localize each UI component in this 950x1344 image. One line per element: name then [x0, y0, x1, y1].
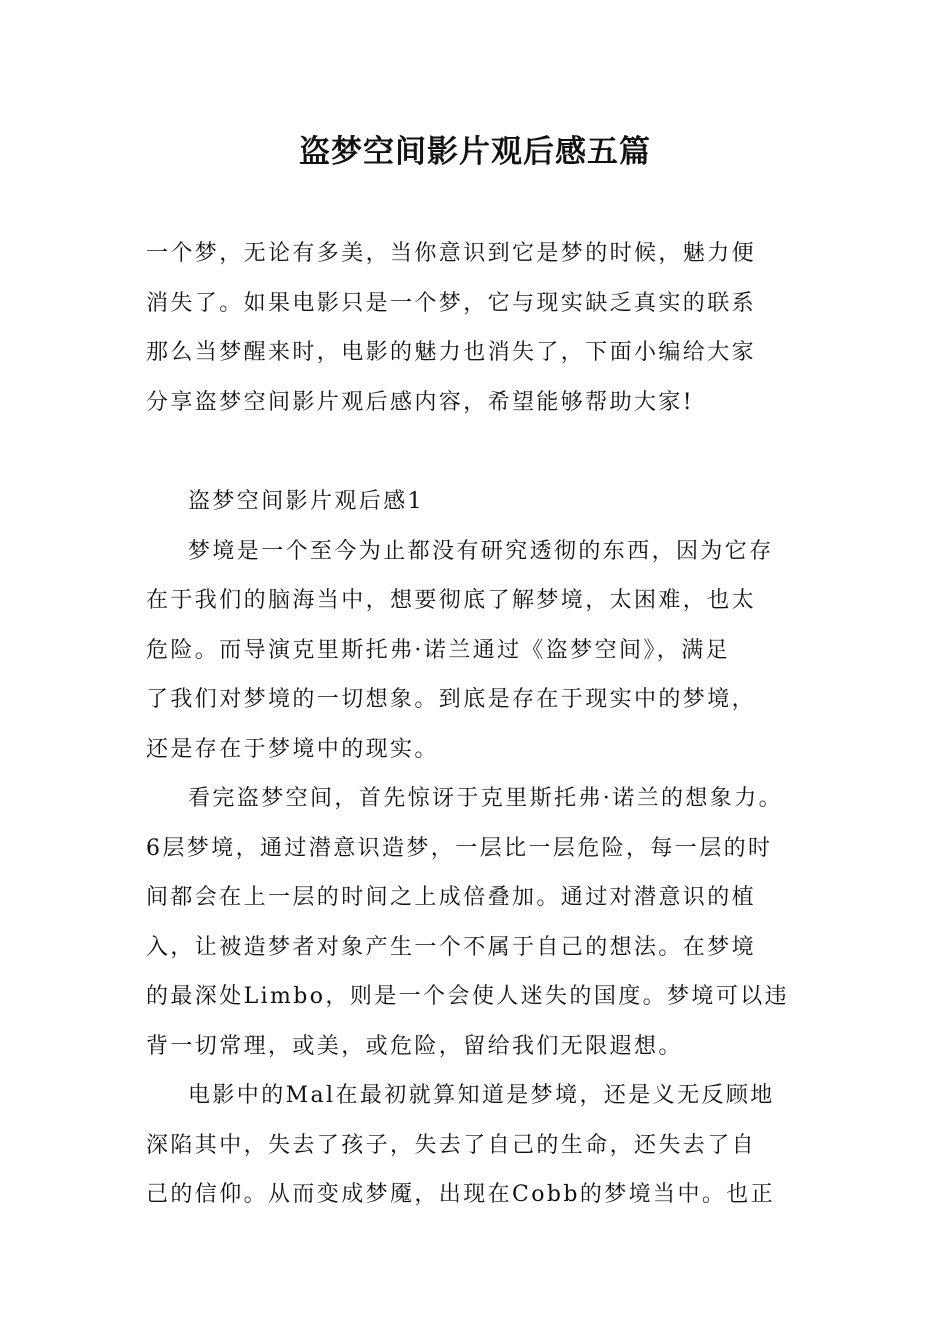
text-line: 在于我们的脑海当中，想要彻底了解梦境，太困难，也太 [146, 588, 757, 613]
text-line: 深陷其中，失去了孩子，失去了自己的生命，还失去了自 [146, 1132, 757, 1158]
text-line: 分享盗梦空间影片观后感内容，希望能够帮助大家! [146, 390, 695, 416]
text-line: 危险。而导演克里斯托弗·诺兰通过《盗梦空间》，满足 [146, 637, 730, 663]
text-line: 间都会在上一层的时间之上成倍叠加。通过对潜意识的植 [146, 885, 757, 910]
text-line: 背一切常理，或美，或危险，留给我们无限遐想。 [146, 1033, 683, 1059]
text-line: 看完盗梦空间，首先惊讶于克里斯托弗·诺兰的想象力。 [188, 786, 783, 811]
essay-body [146, 477, 816, 1220]
document-title: 盗梦空间影片观后感五篇 [299, 134, 651, 170]
text-line: 己的信仰。从而变成梦魇，出现在Cobb的梦境当中。也正 [146, 1182, 776, 1207]
text-line: 入，让被造梦者对象产生一个不属于自己的想法。在梦境 [146, 934, 757, 960]
text-line: 的最深处Limbo，则是一个会使人迷失的国度。梦境可以违 [146, 984, 790, 1009]
intro-paragraph [146, 229, 816, 428]
text-line: 还是存在于梦境中的现实。 [146, 736, 439, 762]
text-line: 电影中的Mal在最初就算知道是梦境，还是义无反顾地 [188, 1083, 775, 1108]
text-line: 了我们对梦境的一切想象。到底是存在于现实中的梦境， [146, 687, 757, 712]
section-heading: 盗梦空间影片观后感1 [188, 489, 424, 514]
text-line: 6层梦境，通过潜意识造梦，一层比一层危险，每一层的时 [146, 835, 773, 861]
text-line: 梦境是一个至今为止都没有研究透彻的东西，因为它存 [188, 538, 774, 564]
text-line: 一个梦，无论有多美，当你意识到它是梦的时候，魅力便 [146, 241, 757, 266]
text-line: 消失了。如果电影只是一个梦，它与现实缺乏真实的联系 [146, 290, 757, 316]
text-line: 那么当梦醒来时，电影的魅力也消失了，下面小编给大家 [146, 340, 757, 366]
